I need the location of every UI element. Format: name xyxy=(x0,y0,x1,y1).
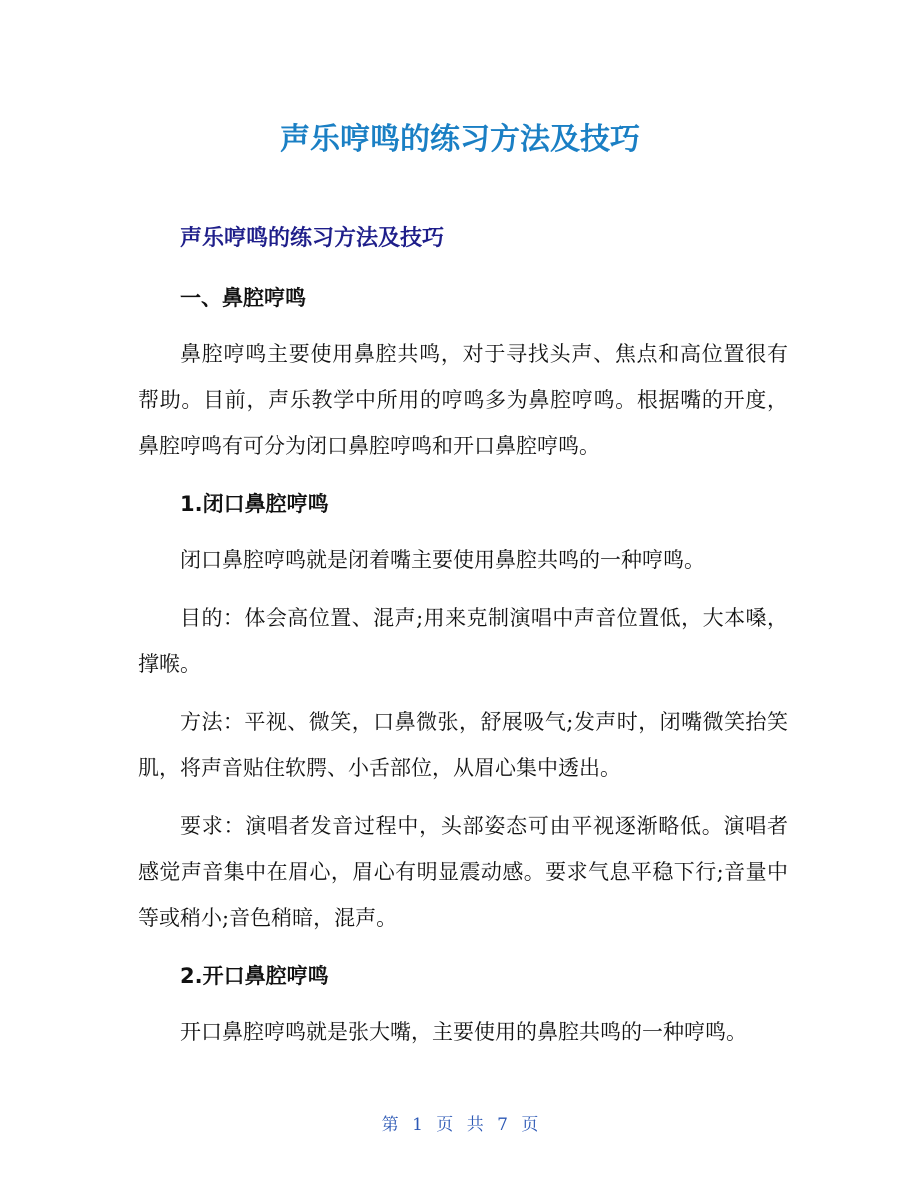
page-number-footer: 第 1 页 共 7 页 xyxy=(381,1115,539,1135)
document-subtitle: 声乐哼鸣的练习方法及技巧 xyxy=(180,226,445,251)
section-paragraph: 闭口鼻腔哼鸣就是闭着嘴主要使用鼻腔共鸣的一种哼鸣。 xyxy=(180,548,705,572)
document-title: 声乐哼鸣的练习方法及技巧 xyxy=(280,122,640,157)
section-heading-open-mouth: 2.开口鼻腔哼鸣 xyxy=(180,964,329,988)
section-paragraph: 要求：演唱者发音过程中，头部姿态可由平视逐渐略低。演唱者感觉声音集中在眉心，眉心有明显震动感。要求气息平稳下行;音量中等或稍小;音色稍暗，混声。 xyxy=(138,814,788,930)
section-paragraph: 开口鼻腔哼鸣就是张大嘴，主要使用的鼻腔共鸣的一种哼鸣。 xyxy=(180,1020,747,1044)
section-heading-closed-mouth: 1.闭口鼻腔哼鸣 xyxy=(180,492,329,516)
section-paragraph: 鼻腔哼鸣主要使用鼻腔共鸣，对于寻找头声、焦点和高位置很有帮助。目前，声乐教学中所用的哼鸣多为鼻腔哼鸣。根据嘴的开度，鼻腔哼鸣有可分为闭口鼻腔哼鸣和开口鼻腔哼鸣。 xyxy=(138,342,788,458)
section-heading-nasal-humming: 一、鼻腔哼鸣 xyxy=(180,286,306,310)
section-paragraph: 方法：平视、微笑，口鼻微张，舒展吸气;发声时，闭嘴微笑抬笑肌，将声音贴住软腭、小舌部位，从眉心集中透出。 xyxy=(138,710,788,780)
section-paragraph: 目的：体会高位置、混声;用来克制演唱中声音位置低，大本嗓，撑喉。 xyxy=(138,606,788,676)
document-body xyxy=(138,275,788,1067)
